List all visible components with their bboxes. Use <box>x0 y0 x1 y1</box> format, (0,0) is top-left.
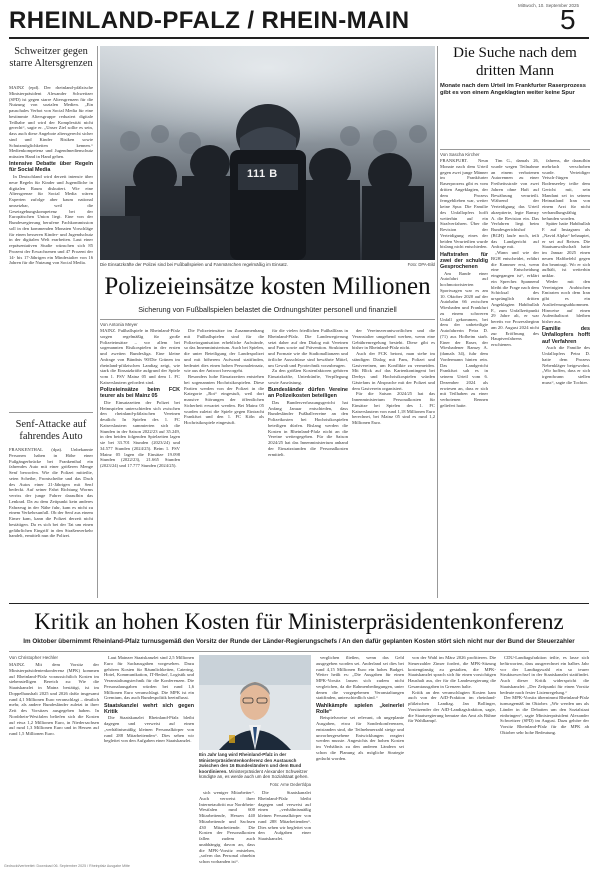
police-photo-illustration <box>100 46 435 260</box>
main-photo-credit: Foto: DPA-Bild <box>407 262 435 267</box>
right-story-subhead: Monate nach dem Urteil im Frankfurter Raserprozess gibt es von einem Angeklagten weiter keine Spur <box>440 83 586 96</box>
right-story-paragraph: FRANKFURT. Neun Monate nach dem Urteil gegen zwei junge Männer im Frankfurter Raserprozess gibt es vom dritten Angeklagten, der dem Prozess ferngeblieben war, weiter keine Spur. Die Familie des Unfallopfers hofft weiterhin auf ein Strafverfahren. Über die Revision der Verteidigung eines der beiden Verurteilten wurde bislang nicht entschieden. <box>440 158 488 250</box>
bottom-story-paragraph: Laut Mainzer Staatskanzlei sind 2,5 Millionen Euro für Sachausgaben vorgesehen. Dazu gehören Kosten für Räumlichkeiten, Catering, Hotel, Kommunikation, IT-Bedarf, Logistik und Veranstaltungstechnik für die Konferenzen. Die Personalausgaben würden bei rund 1,6 Millionen Euro veranschlagt. Die MPK ist ein Gremium, das auch Bundespolitik beeinflusst. <box>104 655 194 701</box>
main-photo-caption: Die Einsatzkräfte der Polizei sind bei Fußballspielen und Fanmärschen regelmäßig im Einsatz. <box>100 262 289 267</box>
bottom-story-col6 <box>500 655 589 859</box>
uniform-number: 111 B <box>247 168 278 180</box>
bottom-story-paragraph: verglichen fließen, wenn das Geld ausgegeben worden sei. Anderland sei dies bei rund 4,15 Millionen Euro ein hohes Budget. Weiter heißt es: „Die Ausgaben für einen MPK-Vorsitz lassen sich zudem nicht vergleichen, da die Rahmenbedingungen, unter denen die vorgegebenen Veranstaltungen stattfinden, unterschiedlich sind.“ <box>316 655 404 701</box>
bottom-story-paragraph: Die Staatskanzlei Rheinland-Pfalz bleibt dagegen und verweist auf einen „verhältnismäßig kleinen Personalkörper von rund 288 Mitarbeitenden“. Dies sehen wir begleitet von den Aufgaben einer Staatskanzlei. <box>104 715 194 744</box>
main-story-headline: Polizeieinsätze kosten Millionen <box>104 273 431 300</box>
portrait-caption-title: Ein Jahr lang wird Rheinland-Pfalz in der Ministerpräsidentenkonferenz den Austausch zwischen den 16 Bundesländern und dem Bund koordinieren. <box>199 752 302 774</box>
main-story-col3 <box>268 328 348 598</box>
column-divider <box>97 46 98 598</box>
header-rule <box>9 37 589 39</box>
right-story-col1 <box>440 158 488 598</box>
bottom-story-col3 <box>199 790 255 864</box>
right-story-byline: Von Sascha Kircher <box>440 152 480 157</box>
left-story-subhead: Intensive Debatte über Regeln für Social Media <box>9 161 93 174</box>
bottom-story-paragraph: sich weniger Mitarbeiter“. Auch verweist ihrer Internetauftritt nur Nordrhein-Westfalen rund 600 Mitarbeitende, Hessen 440 Mitarbeitende und Sachsen 430 Mitarbeitende. Die Kosten der Personalkosten fallen zudem auch unabhängig davon an, dass die MPK-Vorsitz entstehen, „sofern das Personal ohnehin schon vorhanden ist“. <box>199 790 255 864</box>
portrait-credit: Foto: Arne Dedert/dpa <box>269 782 311 787</box>
divider <box>9 651 589 652</box>
left-story2-body <box>9 447 93 598</box>
main-story-col2 <box>184 328 264 598</box>
left-story-headline: Schweitzer gegen starre Altersgrenzen <box>9 46 93 69</box>
right-story-col3 <box>542 158 590 598</box>
left-story2-paragraph: FRANKENTHAL (dpa). Unbekannte Personen haben in Höhe einer Fußgängerbrücke bei Frankenthal ein fahrendes Auto mit einer größeren Menge Senf beworfen. Wie die Polizei mitteilte, seien Scheibe, Frontscheibe und das Dach des Autos einer 21-Jährigen mit Senf bedeckt. Auf seiner Fahrt Richtung Worms verriss der junge Fahrer daraufhin das Lenkrad. Da zu dem Zeitpunkt kein anderes Fahrzeug in der Nähe fuhr, kam es nicht zu einem Verkehrsunfall. Ob der Senf aus einem Eimer kam, kann die Polizei derzeit nicht bestätigen. Da es sich bei der Tat um einen gefährlichen Eingriff in den Straßenverkehr handelt, ermittelt nun die Polizei. <box>9 447 93 539</box>
main-story-paragraph: für die vielen friedlichen Fußballfans in Rheinland-Pfalz. Die Landesregierung setzt daher auf den Dialog mit Vereinen und Fans sowie auf Prävention. Strukturen und Formate wie die Stadionallianzen und örtliche Ausschüsse sind bewährte Mittel, um Gewalt und Pyrotechnik vorzubeugen. <box>268 328 348 368</box>
portrait-caption-text: Ministerpräsident Alexander Schweitzer kündigte an, es werde auch um den Sozialstaat gehen. <box>199 768 309 780</box>
main-story-paragraph: Auch der FCK betont, man stehe im ständigen Dialog mit Fans, Polizei und Gastvereinen, um Konflikte zu vermeiden. Mit Blick auf das Kartenkontingent bei Derbys und Hochrisikospielen würden Gästefans in Absprache mit der Polizei und dem Gastverein organisiert. <box>352 351 435 391</box>
column-divider <box>437 46 438 598</box>
divider <box>9 412 93 413</box>
bottom-story-paragraph: Die Staatskanzlei Rheinland-Pfalz bleibt dagegen und verweist auf einen „verhältnismäßig kleinen Personalkörper von rund 288 Mitarbeitenden“. Dies sehen wir begleitet von den Aufgaben einer Staatskanzlei. <box>258 790 311 841</box>
right-story-paragraph: „Wann und wie der BGH entscheidet, erfährt die Kammer erst, wenn eine Entscheidung eingegangen ist“, erklärt ein Sprecher. Spannend bleibt die Frage nach dem Schicksal des ursprünglich dritten Angeklagten Habibullah F., zum Unfallzeitpunkt 29 Jahre alt, er war bereits vor Prozessbeginn am 20. August 2024 nicht zur Eröffnung des Hauptverfahrens erschienen. <box>491 250 539 347</box>
left-story-body <box>9 85 93 266</box>
main-story-paragraph: der Vereinsverantwortlichen und die Veranstalter umgehend werben, wenn eine Gebührenregelung besteht. Diese gibt es bisher in Rheinland-Pfalz nicht. <box>352 328 435 351</box>
portrait-illustration <box>199 655 311 750</box>
issue-date: Mittwoch, 10. September 2025 <box>518 3 580 8</box>
left-story-body-cont <box>9 243 93 409</box>
portrait-photo <box>199 655 311 750</box>
bottom-story-subhead1: Staatskanzlei wehrt sich gegen Kritik <box>104 702 194 715</box>
bottom-story-paragraph: Beispielsweise sei relevant, ob ungeplante Ausgaben, etwa für Sonderkonferenzen, entstanden sind, die Teilnehmerzahl steige und unvorhergesehene Entwicklungen reagiert werden musste. Angesichts der hohen Kosten im Verhältnis zu den anderen Ländern sei schon die Planung als mögliche Strategie gedacht worden. <box>316 715 404 761</box>
bottom-story-col2 <box>104 655 194 859</box>
right-story-subhead2: Haftstrafen für zwei der schuldig Gesprochenen <box>440 251 488 270</box>
main-story-paragraph: Für die Saison 2024/25 hat das Innenministerium Personalkosten für Einsätze bei Spielen des 1. FC Kaiserslautern von rund 1,18 Millionen Euro berechnet, bei Mainz 05 sind es rund 1,2 Millionen Euro. <box>352 391 435 425</box>
bottom-story-paragraph: Der MPK-Vorsitz übernimmt Rheinland-Pfalz turnusgemäß im Oktober. „Wir werden uns als Länder in die Debatten um den Sozialstaat einbringen“, sagte Ministerpräsident Alexander Schweitzer (SPD) im August. Dazu gehöre der Vorsitz Rheinland-Pfalz für die MPK ab Oktober sehr hohe Bedeutung. <box>500 695 589 735</box>
main-story-paragraph: Das Bundesverfassungsgericht hat Anfang Januar entschieden, dass Bundesländer Fußballvereine an den Polizeikosten bei Hochrisikospielen beteiligen dürfen. Bislang werden die Kosten in Rheinland-Pfalz nicht an die Vereine weitergegeben. Für die Saison 2024/25 hat das Innenministerium anhand der Einsatzstunden die Personalkosten ermittelt. <box>268 399 348 457</box>
bottom-story-col4 <box>316 655 404 859</box>
portrait-caption <box>199 752 311 780</box>
footer-text: Gedruckt/verbreitet: Download 06. September 2025 / Rheinpfalz Ausgabe Mitte <box>4 864 130 868</box>
main-story-col4 <box>352 328 435 598</box>
right-story-col2 <box>491 158 539 598</box>
bottom-story-paragraph: von der Wahl im März 2026 profitieren. Die Steuerzahler Zinser fordert, die MPK-Sitzung kostengünstig zu gestalten, die MPK-Staatskanzlei sprach sich für einen vorsichtigen Haushalt aus, der für die Landesregierung die Gesamtausgaben in Grenzen halte. <box>408 655 496 689</box>
right-story-paragraph: Auch die Familie des Unfallopfers Petra D. hatte dem Prozess Nebenkläger beigewohnt. „Wir hoffen, dass er sich irgendwann stellen muss“, sagte die Tochter. <box>542 345 590 385</box>
main-story-subhead1: Polizeieinsätze beim FCK teurer als bei Mainz 05 <box>100 387 180 400</box>
main-story-paragraph: Die Polizeieinsätze im Zusammenhang mit Fußballspielen sind für die Polizeiorganisation erhebliche Aufwände, so das Innenministerium. Auch bei Spielen, die unter Beteiligung der Landespolizei und mit höherem Aufwand stattfinden, bedeutet dies einen hohen Personaleinsatz, wie aus der Antwort hervorgeht. <box>184 328 264 374</box>
bottom-story-paragraph: MAINZ. Mit dem Vorsitz der Ministerpräsidentenkonferenz (MPK) kommen auf Rheinland-Pfalz voraussichtlich Kosten im siebenstelligen Bereich zu: Wie die Staatskanzlei in Mainz bestätigt, ist im Doppelhaushalt 2025 und 2026 dafür insgesamt rund 4,1 Millionen Euro veranschlagt – deutlich mehr, als andere Bundesländer zuletzt in ihrer Zeit des Vorsitzes ausgegeben haben. In Nordrhein-Westfalen beliefen sich die Kosten auf etwa 1,2 Millionen Euro, in Niedersachsen auf rund 1,3 Millionen Euro und in Hessen auf rund 1,5 Millionen Euro. <box>9 662 99 736</box>
bottom-story-col5 <box>408 655 496 859</box>
main-photo <box>100 46 435 260</box>
bottom-story-paragraph: Kritik an den veranschlagten Kosten kam auch von der AfD-Fraktion im rheinland-pfälzischen Landtag. Jan Bollinger, Vorsitzender der AfD-Landtagsfraktion, sagte, die Staatsregierung benutze das Amt als Bühne für Wahlkampf. <box>408 689 496 724</box>
main-story-paragraph: Besonders hohe Einsatzzeiten entstehen bei sogenannten Hochrisikospielen. Diese Partien werden von der Polizei in die Kategorie „Rot“ eingestuft, weil dort massive Störungen der öffentlichen Sicherheit erwartet werden. Bei Mainz 05 wurden zuletzt die Spiele gegen Eintracht Frankfurt und den 1. FC Köln als Hochrisikospiele eingestuft. <box>184 374 264 425</box>
main-story-paragraph: Die Einsatzzeiten der Polizei bei Heimspielen unterschieden sich zwischen den rheinland-pfälzischen Vereinen deutlich: In Spielen des 1. FC Kaiserslautern summierten sich die Stunden in der Saison 2022/23 auf 35.249, in den beiden folgenden Spielzeiten lagen sie bei 33.701 Stunden (2023/24) und 34.577 Stunden (2024/25). Beim 1. FSV Mainz 05 lagen die Einsätze 19.098 Stunden (2022/23), 21.665 Stunden (2023/24) und 17.777 Stunden (2024/25). <box>100 399 180 469</box>
section-title: RHEINLAND-PFALZ / RHEIN-MAIN <box>9 7 410 34</box>
main-story-subhead: Sicherung von Fußballspielen belastet die Ordnungshüter personell und finanziell <box>138 305 397 314</box>
bottom-story-subhead2: Wahlkämpfe spielen „keinerlei Rolle“ <box>316 702 404 715</box>
bottom-story-headline: Kritik an hohen Kosten für Ministerpräsidentenkonferenz <box>34 609 564 634</box>
main-story-subhead2: Bundesländer dürfen Vereine an Polizeikosten beteiligen <box>268 387 348 400</box>
main-story-col1 <box>100 328 180 598</box>
bottom-story-col3-cont <box>258 790 311 859</box>
right-story-subhead3: Familie des Unfallopfers hofft auf Verfahren <box>542 326 590 345</box>
main-story-paragraph: MAINZ. Fußballspiele in Rheinland-Pfalz sorgen regelmäßig für große Polizeieinsätze – vor allem bei sogenannten Risikospielen in der ersten und zweiten Bundesliga. Eine kleine Anfrage von Bündnis 90/Die Grünen im rheinland-pfälzischen Landtag zeigt, wie stark die Einsatzkräfte aufgrund der Spiele vom 1. FSV Mainz 05 und dem 1. FC Kaiserslautern gefordert sind. <box>100 328 180 385</box>
bottom-story-col1 <box>9 662 99 859</box>
bottom-story-byline: Von Christopher Hechler <box>9 655 59 660</box>
section-rule <box>9 603 589 604</box>
page-number: 5 <box>560 4 576 35</box>
main-story-paragraph: Zu den größten Kostenfaktoren gehören Einsatzkräfte, Unterkünfte, Verpflegung sowie Ausrüstung. <box>268 368 348 385</box>
left-story-paragraph: MAINZ (epd). Der rheinland-pfälzische Ministerpräsident Alexander Schweitzer (SPD) ist gegen starre Altersgrenzen für die Nutzung von sozialen Medien. „Ein pauschales Verbot von Social Media für eine bestimmte Altersgruppe reduziert digitale Teilhabe und wird der Komplexität nicht gerecht“, sagte er. „Unser Ziel sollte es sein, dass auch diese Angebote altersgerecht sicher sind und Kinder Risiken sowie Schutzmöglichkeiten kennen.“ Medienkompetenz und Jugendmedienschutz müssten Hand in Hand gehen. <box>9 85 93 159</box>
divider <box>100 319 435 320</box>
divider <box>440 149 590 150</box>
main-story-byline: Von Antonia Meyer <box>100 322 138 327</box>
bottom-story-subhead: Im Oktober übernimmt Rheinland-Pfalz turnusgemäß den Vorsitz der Runde der Länder-Regierungschefs / An den dafür geplanten Kosten stört sich nicht nur der Bund der Steuerzahler <box>23 638 575 645</box>
right-story-paragraph: Später hatte Habibullah F. auf Instagram als „Navid Alpha“ behauptet, er sei auf Reisen. Die Staatsanwaltschaft hatte im Januar 2025 einen neuen Haftbefehl gegen ihn beantragt. Wo er sich aufhält, ist weiterhin unklar. <box>542 221 590 278</box>
right-story-paragraph: Tim G., damals 26, wurde wegen Teilnahme an einem verbotenen Autorennen zu einer Freiheitsstrafe von zwei Jahren ohne Haft auf Bewährung verurteilt. Während der Verteidigung das Urteil akzeptierte, legte Ramzy A. die Revision ein. Das Verfahren liegt beim Bundesgerichtshof (BGH) laufe noch, teilt das Landgericht auf Anfrage mit. <box>491 158 539 250</box>
right-story-headline: Die Suche nach dem dritten Mann <box>453 45 577 79</box>
right-story-paragraph: fahrens, die daraufhin mehrfach verschoben wurde. Verteidiger Vetsch-Jürgen Bodenseeley teilte dem Gericht mit, sein Mandant sei in seinem Heimatland Iran von einem Arzt für nicht verhandlungsfähig befunden worden. <box>542 158 590 221</box>
right-story-paragraph: Am Rande einer Autofahrt auf hochmotorisierten Sportwagen war es am 10. Oktober 2020 auf der Autobahn 66 zwischen Wiesbaden und Frankfurt zu einem schweren Unfall gekommen, bei dem der unbeteiligte Autofahrerin Petra D. (71) aus Hofheim starb. Einer der Raser, der Wiesbadener Ramzy A. (damals 34), fuhr dem Vordermann hinten rein. Das Landgericht Frankfurt sah es in seinem Urteil vom 6. Dezember 2024 als erwiesen an, dass er sich mit Teilhaben zu einer verbotenen Rennen geliefert hatte. <box>440 270 488 408</box>
bottom-story-paragraph: CDU-Landtagsfraktion teilte, es lasse sich befürworten, dass ausgerechnet ein halbes Jahr vor der Landtagswahl ein so teurer Strukturwechsel in der Staatskanzlei stattfindet. Auch dieser Kritik widerspricht die Staatskanzlei: „Der Zeitpunkt für einen Vorsitz bedeute nach fester Listenregelung.“ <box>500 655 589 695</box>
left-story-paragraph: In Deutschland wird derzeit intensiv über neue Regeln für Kinder und Jugendliche in digitalen Raum diskutiert. Wie eine Altersgrenze für Social Media wären Experten zufolge aber kaum national umsetzbar, weil die Gesetzgebungskompetenz bei der Europäischen Union liegt. Eine von der Bundesregierung berufene Fachkommission soll in den kommenden Monaten Vorschläge für einen besseren Kinder- und Jugendschutz in der digitalen Welt erarbeiten. Laut einer repräsentativen Studie wünschen sich 85 Prozent der Erwachsenen und 47 Prozent der 14- bis 17-Jährigen ein Mindestalter von 16 Jahren für die Nutzung von Social Media. <box>9 174 93 266</box>
right-story-paragraph: Weder mit den Vereinigten Arabischen Emiraten noch dem Iran gibt es ein Auslieferungsabkommen. Hinweise auf einen Aufenthaltsort bleiben bisher aus. <box>542 278 590 324</box>
left-story2-headline: Senf-Attacke auf fahrendes Auto <box>15 419 87 442</box>
